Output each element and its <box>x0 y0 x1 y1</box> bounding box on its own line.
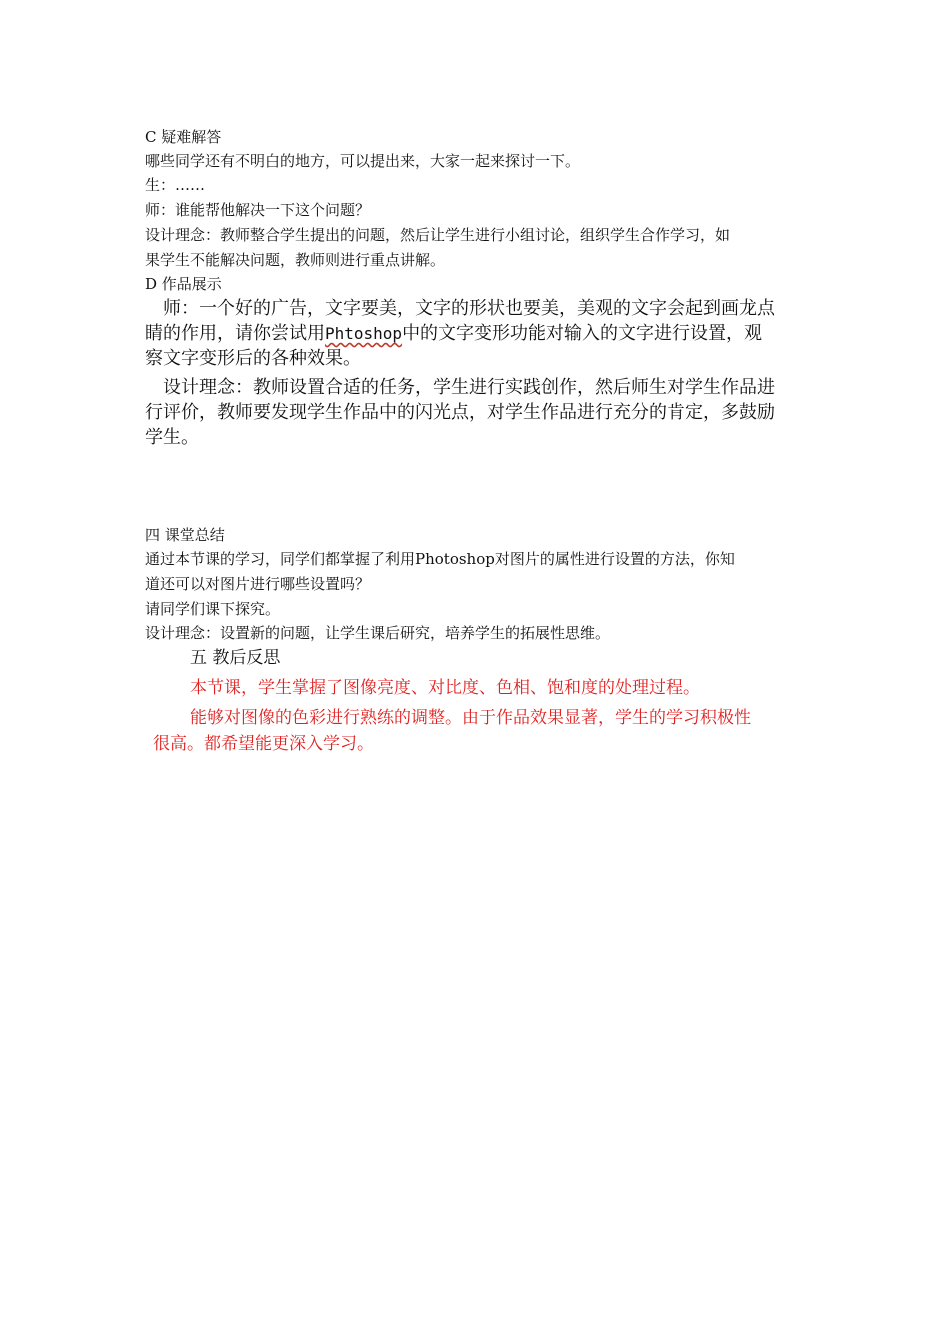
misspelled-software-name: Phtoshop <box>325 324 403 343</box>
section-d-para2-line3: 学生。 <box>145 427 199 448</box>
student-reply: 生：…… <box>145 176 206 194</box>
section-d-para1-line1: 师：一个好的广告，文字要美，文字的形状也要美，美观的文字会起到画龙点 <box>163 298 775 319</box>
section-d-heading: D 作品展示 <box>145 275 222 293</box>
section-c-question: 哪些同学还有不明白的地方，可以提出来，大家一起来探讨一下。 <box>145 152 581 170</box>
section-d-para2-line1: 设计理念：教师设置合适的任务，学生进行实践创作，然后师生对学生作品进 <box>163 377 775 398</box>
section-d-para2-line2: 行评价，教师要发现学生作品中的闪光点，对学生作品进行充分的肯定，多鼓励 <box>145 402 775 423</box>
summary-line2: 道还可以对图片进行哪些设置吗？ <box>145 575 371 593</box>
section-d-para1-line3: 察文字变形后的各种效果。 <box>145 348 361 369</box>
section-4-heading: 四 课堂总结 <box>145 526 225 544</box>
reflection-line3: 很高。都希望能更深入学习。 <box>153 734 374 754</box>
summary-line1: 通过本节课的学习，同学们都掌握了利用Photoshop对图片的属性进行设置的方法，你知 <box>145 550 735 568</box>
para1-line2-end: 中的文字变形功能对输入的文字进行设置，观 <box>402 323 763 344</box>
section-d-para1-line2 <box>145 321 762 347</box>
section-c-heading: C 疑难解答 <box>145 128 222 146</box>
design-concept-c-line1: 设计理念：教师整合学生提出的问题，然后让学生进行小组讨论，组织学生合作学习，如 <box>145 226 731 244</box>
teacher-prompt: 师：谁能帮他解决一下这个问题？ <box>145 201 371 219</box>
homework-line: 请同学们课下探究。 <box>145 600 281 618</box>
section-5-heading: 五 教后反思 <box>190 648 281 668</box>
reflection-line1: 本节课，学生掌握了图像亮度、对比度、色相、饱和度的处理过程。 <box>190 678 700 698</box>
para1-line2-start: 睛的作用，请你尝试用 <box>145 323 325 344</box>
design-concept-4: 设计理念：设置新的问题，让学生课后研究，培养学生的拓展性思维。 <box>145 624 611 642</box>
design-concept-c-line2: 果学生不能解决问题，教师则进行重点讲解。 <box>145 251 446 269</box>
reflection-line2: 能够对图像的色彩进行熟练的调整。由于作品效果显著，学生的学习积极性 <box>190 708 751 728</box>
